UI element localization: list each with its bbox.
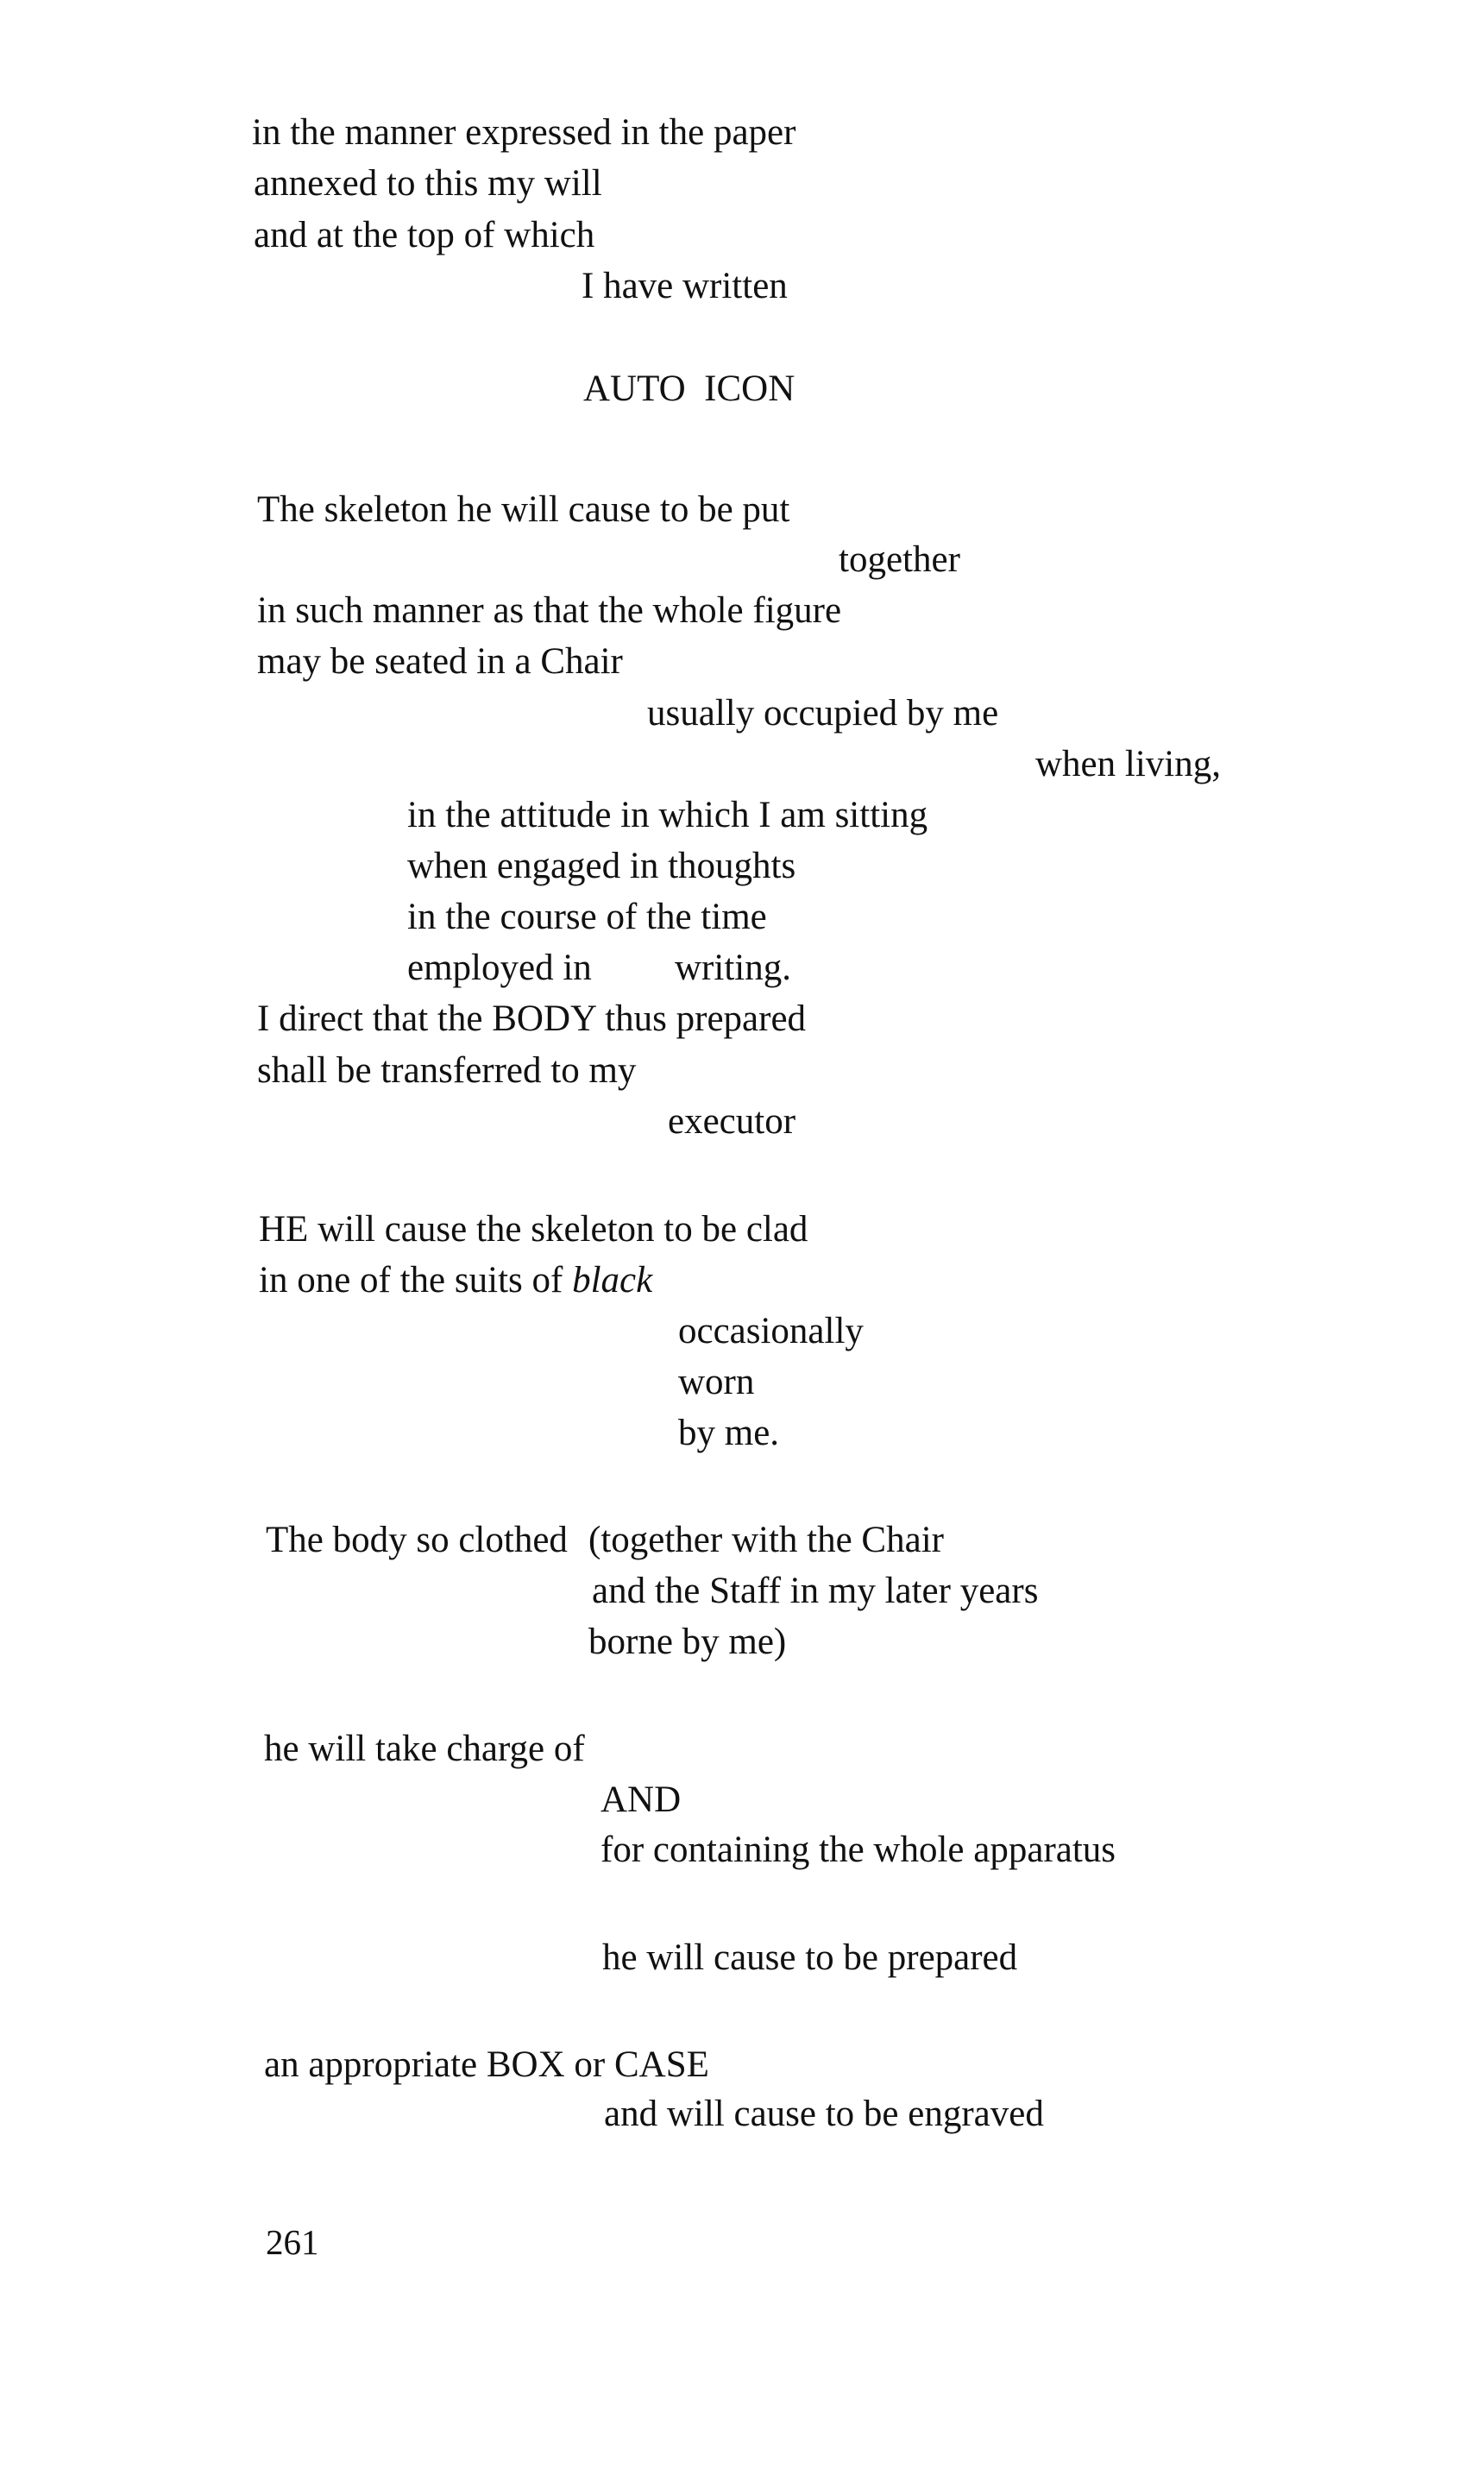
section-heading: AUTO ICON — [583, 368, 795, 409]
text-line: annexed to this my will — [254, 163, 602, 204]
text-line: HE will cause the skeleton to be clad — [259, 1209, 808, 1250]
text-line: an appropriate BOX or CASE — [264, 2044, 709, 2085]
text-line: I have written — [582, 266, 788, 306]
text-line: in the course of the time — [407, 897, 767, 937]
text-line: and will cause to be engraved — [604, 2094, 1044, 2134]
text-line: when living, — [1035, 744, 1221, 784]
text-line: The skeleton he will cause to be put — [257, 489, 790, 530]
text-line: writing. — [675, 948, 791, 988]
text-line: shall be transferred to my — [257, 1050, 637, 1091]
text-line: in such manner as that the whole figure — [257, 590, 842, 631]
text-segment: in one of the suits of — [259, 1260, 563, 1301]
text-line: may be seated in a Chair — [257, 641, 623, 682]
text-line: borne by me) — [588, 1622, 787, 1662]
text-line: (together with the Chair — [588, 1520, 944, 1560]
text-line: for containing the whole apparatus — [601, 1830, 1116, 1870]
text-line: occasionally — [678, 1311, 864, 1351]
text-line: in the manner expressed in the paper — [252, 112, 796, 153]
text-line: he will take charge of — [264, 1729, 585, 1769]
text-line — [259, 1262, 652, 1299]
text-line: he will cause to be prepared — [602, 1937, 1018, 1978]
text-line: employed in — [407, 948, 592, 988]
italic-word: black — [572, 1260, 653, 1301]
text-line: when engaged in thoughts — [407, 846, 796, 886]
text-line: worn — [678, 1362, 755, 1402]
text-line: executor — [668, 1101, 796, 1142]
text-line: usually occupied by me — [647, 693, 999, 734]
text-line: AND — [601, 1779, 682, 1820]
text-line: in the attitude in which I am sitting — [407, 795, 928, 835]
text-line: together — [839, 539, 960, 580]
text-line: The body so clothed — [266, 1520, 568, 1560]
text-line: by me. — [678, 1413, 780, 1453]
text-line: and at the top of which — [254, 215, 595, 255]
page-number: 261 — [266, 2222, 319, 2262]
text-line: I direct that the BODY thus prepared — [257, 998, 807, 1039]
text-line: and the Staff in my later years — [592, 1571, 1039, 1611]
